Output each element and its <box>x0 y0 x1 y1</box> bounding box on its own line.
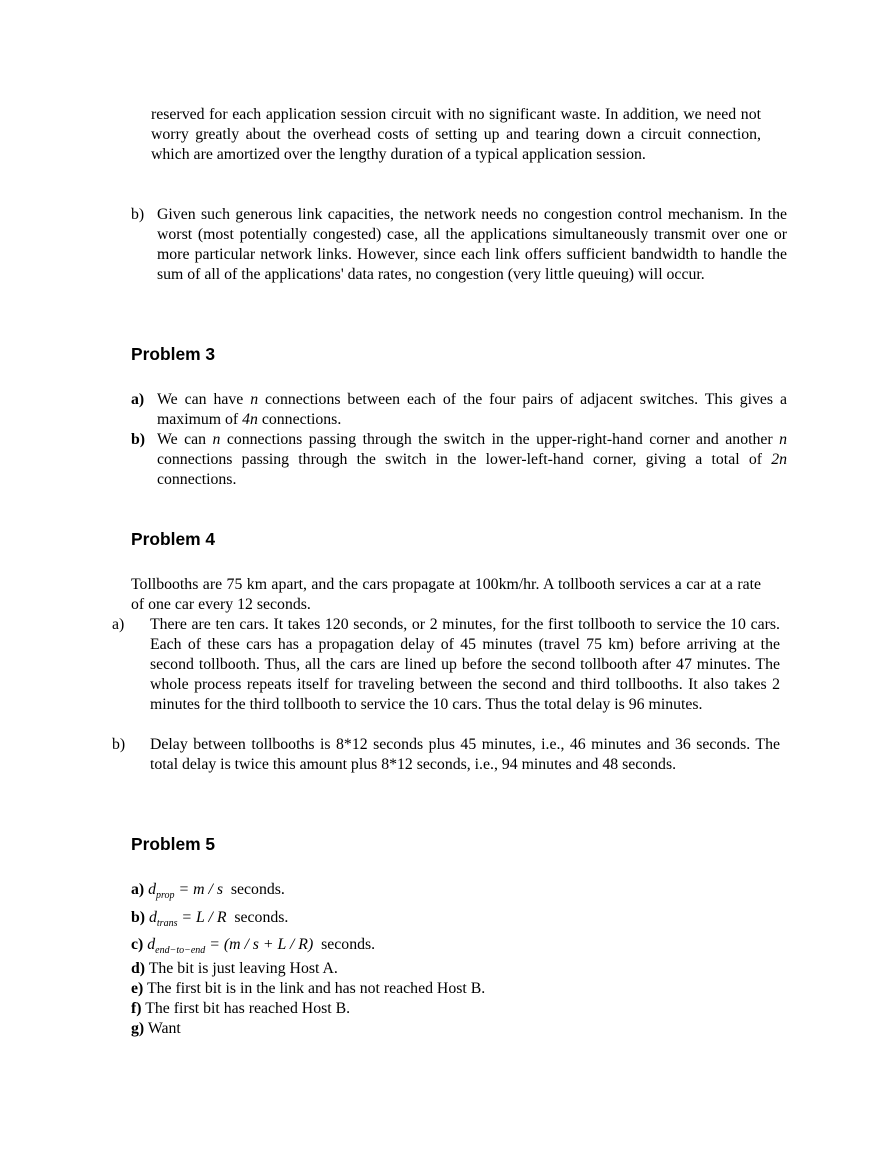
problem-5-a-equation: = m / s <box>174 881 223 898</box>
problem-3-item-a <box>131 390 787 430</box>
problem-5-answers <box>131 876 761 1039</box>
problem-3-item-b <box>131 430 787 490</box>
problem-3-b-var-2n: 2n <box>771 451 787 469</box>
item-b-congestion <box>131 205 787 285</box>
problem-5-e-text: The first bit is in the link and has not reached Host B. <box>146 979 486 997</box>
problem-3-a-text-3: connections. <box>257 411 342 429</box>
problem-5-c-symbol: d <box>147 936 156 953</box>
problem-3-a-text-2: connections between each of the four pairs of adjacent switches. This gives a maximum of <box>157 391 788 429</box>
problem-3-a-var-n: n <box>250 391 259 408</box>
problem-3-a-var-4n: 4n <box>242 411 258 429</box>
item-b-text: Given such generous link capacities, the network needs no congestion control mechanism. In the worst (most potentially congested) case, all the applications simultaneously transmit over one or more particular network links. However, since each link offers sufficient bandwidth to handle the sum of all of the applications' data rates, no congestion (very little queuing) will occur. <box>157 206 787 284</box>
problem-5-item-f <box>131 999 761 1019</box>
problem-4-b-text: Delay between tollbooths is 8*12 seconds plus 45 minutes, i.e., 46 minutes and 36 seconds. The total delay is twice this amount plus 8*12 seconds, i.e., 94 minutes and 48 seconds. <box>150 736 780 774</box>
problem-5-item-a <box>131 876 761 904</box>
problem-3-b-label: b) <box>131 431 146 448</box>
problem-4-b-label: b) <box>112 736 126 753</box>
continued-paragraph <box>151 105 761 165</box>
problem-3-b-text-1: We can <box>157 431 213 448</box>
problem-5-d-label: d) <box>131 959 146 977</box>
problem-5-heading: Problem 5 <box>131 834 216 854</box>
continued-paragraph-text: reserved for each application session circuit with no significant waste. In addition, we need not worry greatly about the overhead costs of setting up and tearing down a circuit connection, which are amortized over the lengthy duration of a typical application session. <box>151 106 761 164</box>
problem-5-g-label: g) <box>131 1019 145 1037</box>
problem-4-heading: Problem 4 <box>131 529 216 549</box>
problem-3-b-var-n1: n <box>212 431 221 448</box>
problem-5-b-symbol: d <box>149 908 157 926</box>
problem-3-b-text-4: connections. <box>157 471 237 489</box>
problem-5-f-text: The first bit has reached Host B. <box>145 999 351 1017</box>
problem-3-b-text-3: connections passing through the switch in the lower-left-hand corner, giving a total of <box>157 451 772 469</box>
problem-5-b-subscript: trans <box>156 917 178 929</box>
problem-3-a-label: a) <box>131 391 145 408</box>
problem-5-d-text: The bit is just leaving Host A. <box>148 959 338 977</box>
problem-5-a-symbol: d <box>148 881 157 898</box>
problem-5-item-c <box>131 931 761 959</box>
problem-5-f-label: f) <box>131 999 142 1017</box>
problem-5-c-subscript: end−to−end <box>155 945 206 956</box>
problem-5-c-label: c) <box>131 936 144 953</box>
problem-4-a-text: There are ten cars. It takes 120 seconds, or 2 minutes, for the first tollbooth to service the 10 cars. Each of these cars has a propagation delay of 45 minutes (travel 75 km) before arriving at the second tollbooth. Thus, all the cars are lined up before the second tollbooth after 47 minutes. The whole process repeats itself for traveling between the second and third tollbooths. It also takes 2 minutes for the third tollbooth to service the 10 cars. Thus the total delay is 96 minutes. <box>150 616 780 714</box>
problem-5-item-d <box>131 959 761 979</box>
problem-5-g-text: Want <box>147 1019 181 1037</box>
problem-5-item-e <box>131 979 761 999</box>
problem-5-b-label: b) <box>131 908 146 926</box>
problem-3-b-var-n2: n <box>779 431 788 448</box>
problem-4-a-label: a) <box>112 616 125 633</box>
problem-5-item-b <box>131 904 761 932</box>
problem-5-c-equation: = (m / s + L / R) <box>205 936 314 953</box>
problem-5-item-g <box>131 1019 761 1039</box>
problem-5-a-unit: seconds. <box>230 881 285 898</box>
problem-5-b-equation: = L / R <box>177 908 227 926</box>
problem-5-b-unit: seconds. <box>234 908 289 926</box>
problem-3-b-text-2: connections passing through the switch in the upper-right-hand corner and another <box>220 431 780 448</box>
problem-3-a-text-1: We can have <box>157 391 251 408</box>
problem-3-heading: Problem 3 <box>131 344 216 364</box>
problem-4-item-b <box>112 735 780 775</box>
problem-5-c-unit: seconds. <box>321 936 376 953</box>
problem-4-intro: Tollbooths are 75 km apart, and the cars propagate at 100km/hr. A tollbooth services a car at a rate of one car every 12 seconds. <box>131 576 761 614</box>
problem-5-a-label: a) <box>131 881 145 898</box>
problem-5-a-subscript: prop <box>156 890 175 901</box>
problem-4-item-a <box>112 615 780 715</box>
problem-5-e-label: e) <box>131 979 144 997</box>
item-b-label: b) <box>131 206 145 223</box>
